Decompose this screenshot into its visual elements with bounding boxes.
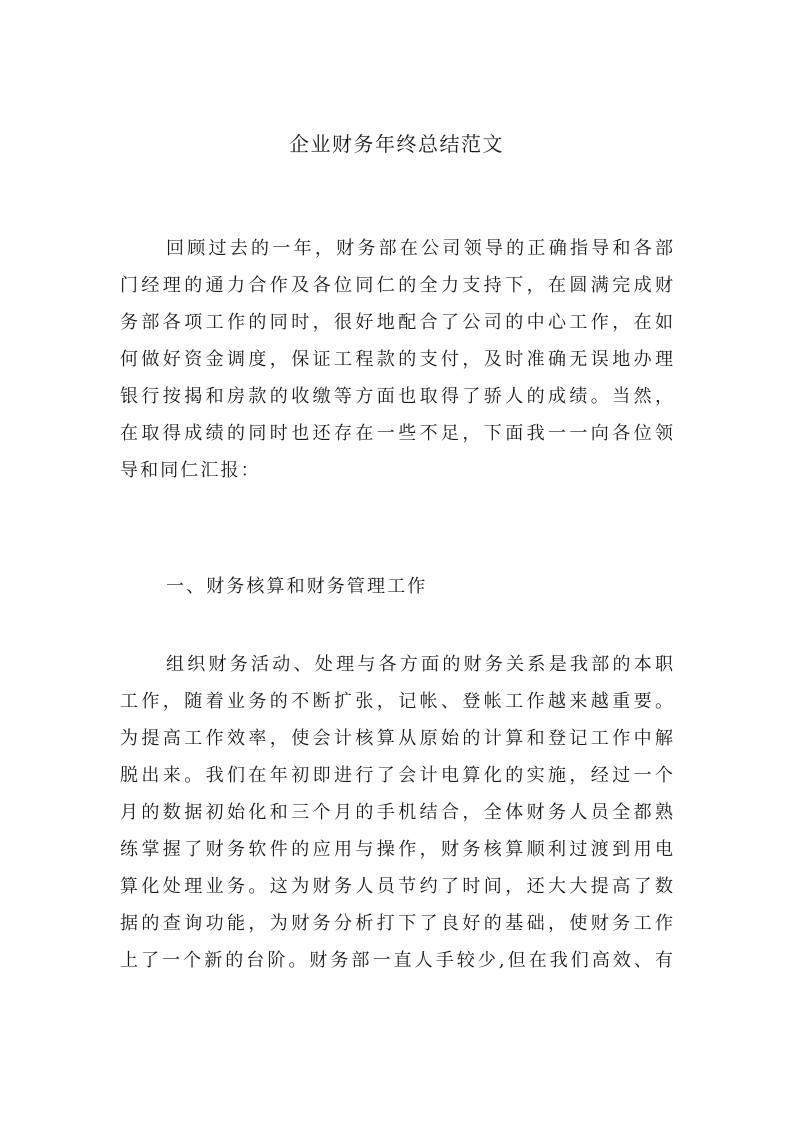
section-line-7: 算化处理业务。这为财务人员节约了时间，还大大提高了数	[120, 876, 673, 897]
document-title: 企业财务年终总结范文	[289, 132, 504, 156]
intro-line-2: 门经理的通力合作及各位同仁的全力支持下，在圆满完成财	[120, 275, 673, 296]
section-line-3: 为提高工作效率，使会计核算从原始的计算和登记工作中解	[120, 728, 673, 749]
section-line-4: 脱出来。我们在年初即进行了会计电算化的实施，经过一个	[120, 765, 673, 786]
intro-line-3: 务部各项工作的同时，很好地配合了公司的中心工作，在如	[120, 312, 673, 333]
intro-line-1: 回顾过去的一年，财务部在公司领导的正确指导和各部	[166, 238, 673, 259]
section-line-1: 组织财务活动、处理与各方面的财务关系是我部的本职	[166, 654, 673, 675]
section-line-6: 练掌握了财务软件的应用与操作，财务核算顺利过渡到用电	[120, 839, 673, 860]
intro-line-5: 银行按揭和房款的收缴等方面也取得了骄人的成绩。当然，	[120, 386, 673, 407]
intro-line-7: 导和同仁汇报：	[120, 460, 261, 481]
section-line-2: 工作，随着业务的不断扩张，记帐、登帐工作越来越重要。	[120, 691, 673, 712]
section-line-9: 上了一个新的台阶。财务部一直人手较少,但在我们高效、有	[120, 950, 673, 971]
section-line-8: 据的查询功能，为财务分析打下了良好的基础，使财务工作	[120, 913, 673, 934]
intro-line-6: 在取得成绩的同时也还存在一些不足，下面我一一向各位领	[120, 423, 673, 444]
intro-line-4: 何做好资金调度，保证工程款的支付，及时准确无误地办理	[120, 349, 673, 370]
section-line-5: 月的数据初始化和三个月的手机结合，全体财务人员全都熟	[120, 802, 673, 823]
section-heading: 一、财务核算和财务管理工作	[166, 576, 428, 597]
